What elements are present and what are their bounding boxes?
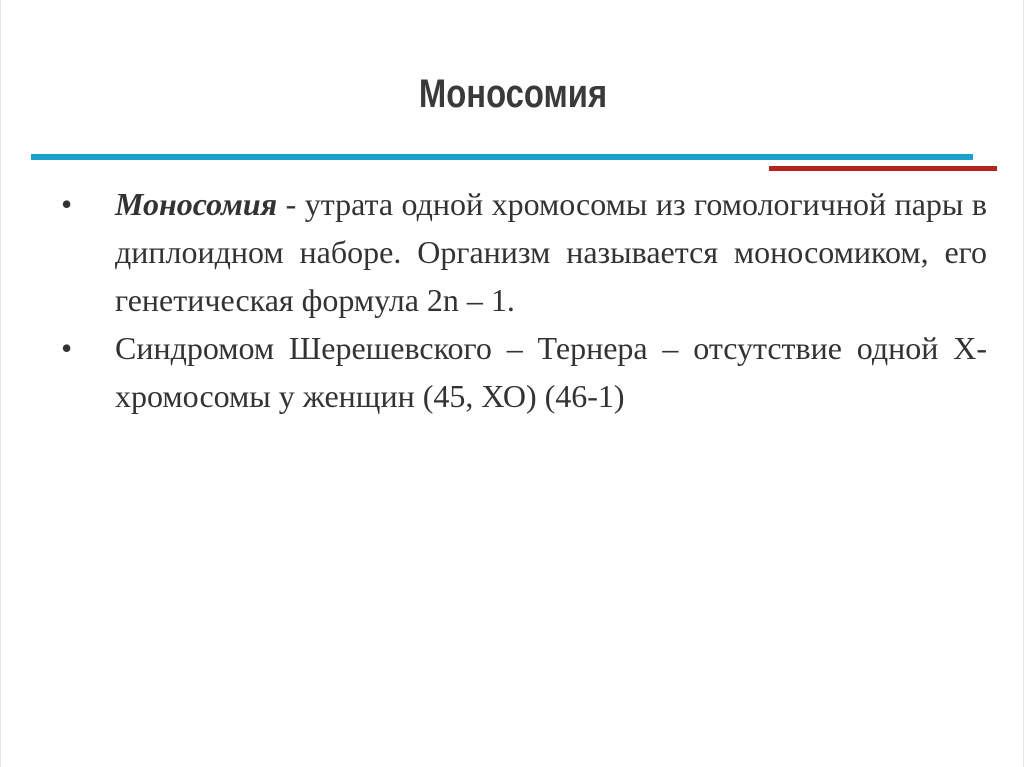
bullet-list xyxy=(59,180,987,420)
bullet-item-turner-syndrome xyxy=(59,324,987,420)
bullet-item-monosomy xyxy=(59,180,987,324)
title-underline-blue xyxy=(31,154,973,160)
slide-title: Моносомия xyxy=(418,72,608,116)
definition-text: - утрата одной хромосомы из гомологичной пары в диплоидном наборе. Организм называется моносомиком, его генетическая формула 2n – 1. xyxy=(115,186,987,318)
title-underline-red xyxy=(769,166,997,171)
bullet-marker: • xyxy=(61,186,73,222)
bullet-marker: • xyxy=(61,330,73,366)
syndrome-text: Синдромом Шерешевского – Тернера – отсутствие одной Х-хромосомы у женщин (45, ХО) (46-1) xyxy=(115,330,987,414)
term-monosomy: Моносомия xyxy=(115,186,278,222)
